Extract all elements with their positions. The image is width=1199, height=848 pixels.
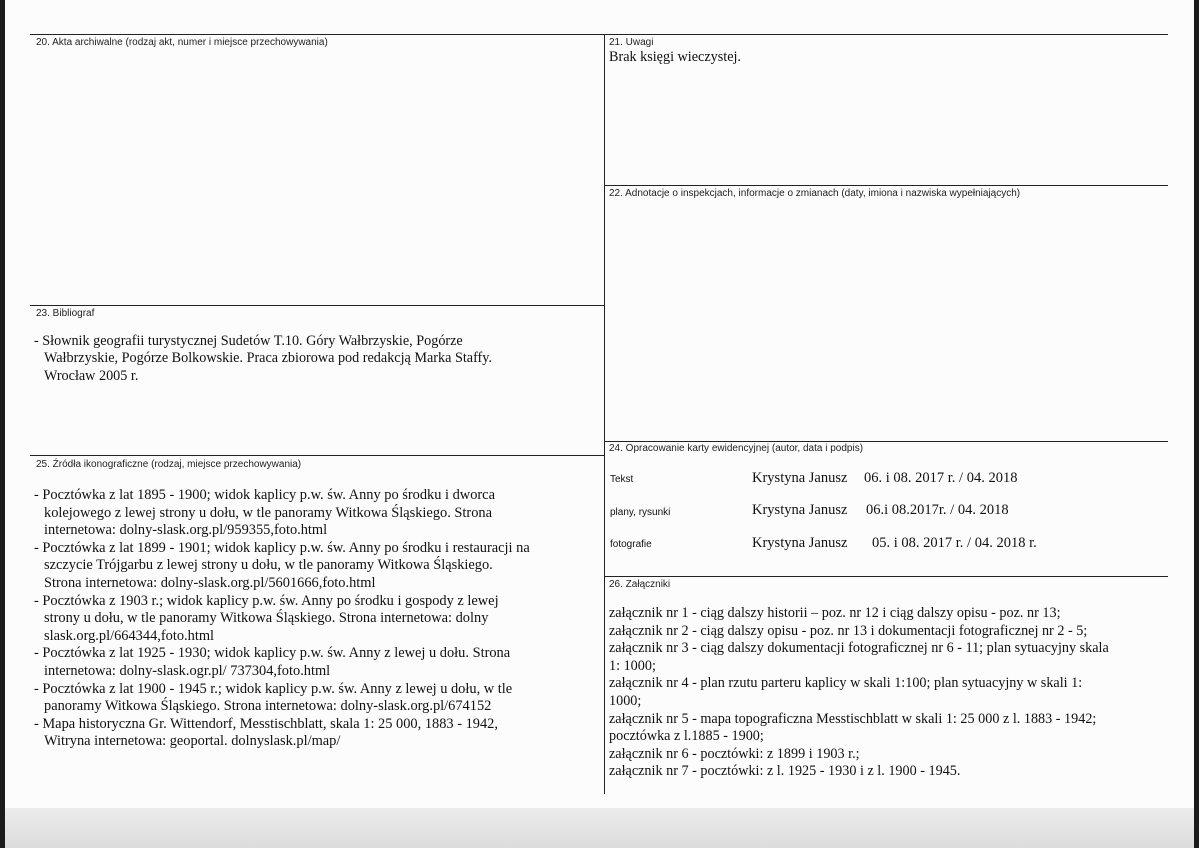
- row-label-fotografie: fotografie: [610, 539, 652, 550]
- section-20-label: 20. Akta archiwalne (rodzaj akt, numer i miejsce przechowywania): [36, 37, 328, 48]
- divider-20-23: [30, 305, 604, 306]
- divider-21-22: [604, 185, 1168, 186]
- top-border-line: [30, 34, 1168, 35]
- attachment-line: załącznik nr 7 - pocztówki: z l. 1925 - 1930 i z l. 1900 - 1945.: [609, 763, 961, 780]
- section-25-label: 25. Źródła ikonograficzne (rodzaj, miejsce przechowywania): [36, 459, 302, 470]
- attachment-line: 1000;: [609, 692, 642, 709]
- attachment-line: 1: 1000;: [609, 657, 656, 674]
- source-line: slask.org.pl/664344,foto.html: [44, 627, 215, 644]
- row-dates-fotografie: 05. i 08. 2017 r. / 04. 2018 r.: [872, 535, 1037, 551]
- divider-24-26: [604, 576, 1168, 577]
- divider-22-24: [604, 441, 1168, 442]
- section-26-attachments: [609, 605, 1109, 781]
- scan-bottom-margin: [5, 808, 1194, 848]
- source-line: - Pocztówka z lat 1900 - 1945 r.; widok kaplicy p.w. św. Anny z lewej u dołu, w tle: [34, 680, 513, 697]
- row-author-fotografie: Krystyna Janusz: [752, 535, 848, 551]
- source-line: - Pocztówka z lat 1899 - 1901; widok kaplicy p.w. św. Anny po środku i restauracji na: [34, 539, 530, 556]
- row-label-tekst: Tekst: [610, 474, 634, 485]
- row-dates-plany: 06.i 08.2017r. / 04. 2018: [866, 502, 1009, 518]
- row-author-plany: Krystyna Janusz: [752, 502, 848, 518]
- source-line: internetowa: dolny-slask.org.pl/959355,foto.html: [44, 522, 328, 539]
- source-line: - Pocztówka z lat 1925 - 1930; widok kaplicy p.w. św. Anny z lewej u dołu. Strona: [34, 645, 511, 662]
- section-24-label: 24. Opracowanie karty ewidencyjnej (autor, data i podpis): [609, 443, 864, 454]
- row-author-tekst: Krystyna Janusz: [752, 470, 848, 486]
- attachment-line: załącznik nr 5 - mapa topograficzna Messtischblatt w skali 1: 25 000 z l. 1883 - 1942;: [609, 710, 1097, 727]
- section-21-text: Brak księgi wieczystej.: [609, 49, 741, 65]
- source-line: - Mapa historyczna Gr. Wittendorf, Messtischblatt, skala 1: 25 000, 1883 - 1942,: [34, 715, 498, 732]
- source-line: kolejowego z lewej strony u dołu, w tle panoramy Witkowa Śląskiego. Strona: [44, 504, 492, 521]
- source-line: - Pocztówka z lat 1895 - 1900; widok kaplicy p.w. św. Anny po środku i dworca: [34, 487, 495, 503]
- section-26-label: 26. Załączniki: [609, 579, 671, 590]
- scan-border-right: [1194, 0, 1199, 848]
- source-line: internetowa: dolny-slask.ogr.pl/ 737304,foto.html: [44, 662, 331, 679]
- source-line: Witryna internetowa: geoportal. dolnyslask.pl/map/: [44, 733, 341, 750]
- section-23-label: 23. Bibliograf: [36, 308, 95, 319]
- scan-border-left: [0, 0, 5, 848]
- source-line: strony u dołu, w tle panoramy Witkowa Śląskiego. Strona internetowa: dolny: [44, 610, 489, 627]
- attachment-line: załącznik nr 1 - ciąg dalszy historii – poz. nr 12 i ciąg dalszy opisu - poz. nr 13;: [609, 605, 1061, 621]
- section-22-label: 22. Adnotacje o inspekcjach, informacje o zmianach (daty, imiona i nazwiska wypełniających): [609, 188, 1021, 199]
- center-divider: [604, 34, 605, 794]
- row-dates-tekst: 06. i 08. 2017 r. / 04. 2018: [864, 470, 1018, 486]
- bibliography-line: Wrocław 2005 r.: [44, 367, 139, 384]
- attachment-line: załącznik nr 6 - pocztówki: z 1899 i 1903 r.;: [609, 745, 860, 762]
- bibliography-line: - Słownik geografii turystycznej Sudetów T.10. Góry Wałbrzyskie, Pogórze: [34, 333, 463, 349]
- row-label-plany: plany, rysunki: [610, 507, 671, 518]
- attachment-line: załącznik nr 2 - ciąg dalszy opisu - poz. nr 13 i dokumentacji fotograficznej nr 2 - 5;: [609, 622, 1088, 639]
- section-25-sources: [34, 487, 530, 751]
- source-line: Strona internetowa: dolny-slask.org.pl/5601666,foto.html: [44, 574, 376, 591]
- section-23-bibliography: [34, 333, 492, 385]
- source-line: szczycie Trójgarbu z lewej strony u dołu, w tle panoramy Witkowa Śląskiego.: [44, 557, 493, 574]
- attachment-line: pocztówka z l.1885 - 1900;: [609, 728, 764, 745]
- section-21-label: 21. Uwagi: [609, 37, 654, 48]
- divider-23-25: [30, 455, 604, 456]
- bibliography-line: Wałbrzyskie, Pogórze Bolkowskie. Praca zbiorowa pod redakcją Marka Staffy.: [44, 350, 492, 367]
- source-line: panoramy Witkowa Śląskiego. Strona internetowa: dolny-slask.org.pl/674152: [44, 698, 492, 715]
- source-line: - Pocztówka z 1903 r.; widok kaplicy p.w. św. Anny po środku i gospody z lewej: [34, 592, 499, 609]
- attachment-line: załącznik nr 3 - ciąg dalszy dokumentacji fotograficznej nr 6 - 11; plan sytuacyjny skala: [609, 640, 1109, 657]
- attachment-line: załącznik nr 4 - plan rzutu parteru kaplicy w skali 1:100; plan sytuacyjny w skali 1:: [609, 675, 1083, 692]
